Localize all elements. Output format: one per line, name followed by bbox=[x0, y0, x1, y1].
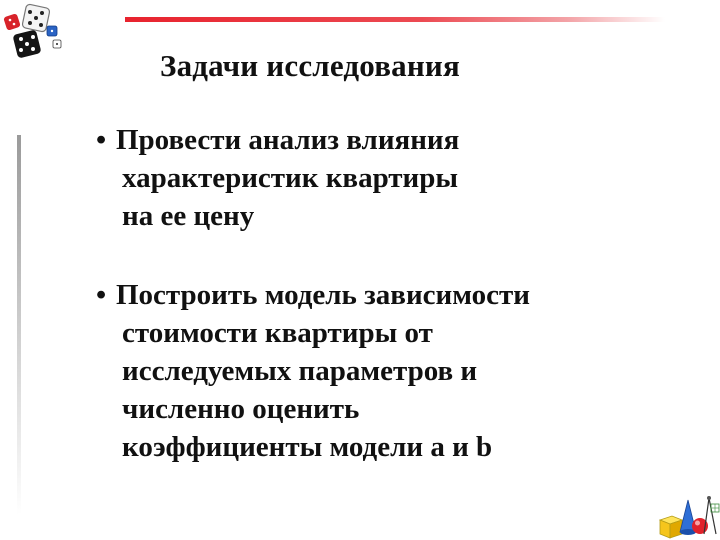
bullet-dot: • bbox=[96, 124, 107, 156]
left-accent-rule bbox=[17, 135, 21, 515]
top-accent-rule bbox=[125, 17, 665, 22]
bullet-line: характеристик квартиры bbox=[122, 162, 459, 194]
bullet-item bbox=[96, 121, 459, 235]
bullet-dot: • bbox=[96, 279, 107, 311]
bullet-line: коэффициенты модели a и b bbox=[122, 431, 493, 463]
bullet-line: • Провести анализ влияния bbox=[96, 121, 459, 159]
bullet-line: численно оценить bbox=[122, 393, 360, 425]
geometric-shapes-icon bbox=[654, 494, 720, 540]
bullet-line: стоимости квартиры от bbox=[122, 317, 433, 349]
bullet-line: исследуемых параметров и bbox=[122, 355, 478, 387]
dice-icon bbox=[3, 2, 75, 62]
slide-title: Задачи исследования bbox=[160, 48, 460, 83]
bullet-line: • Построить модель зависимости bbox=[96, 276, 530, 314]
bullet-item bbox=[96, 276, 530, 466]
bullet-line: на ее цену bbox=[122, 200, 255, 232]
